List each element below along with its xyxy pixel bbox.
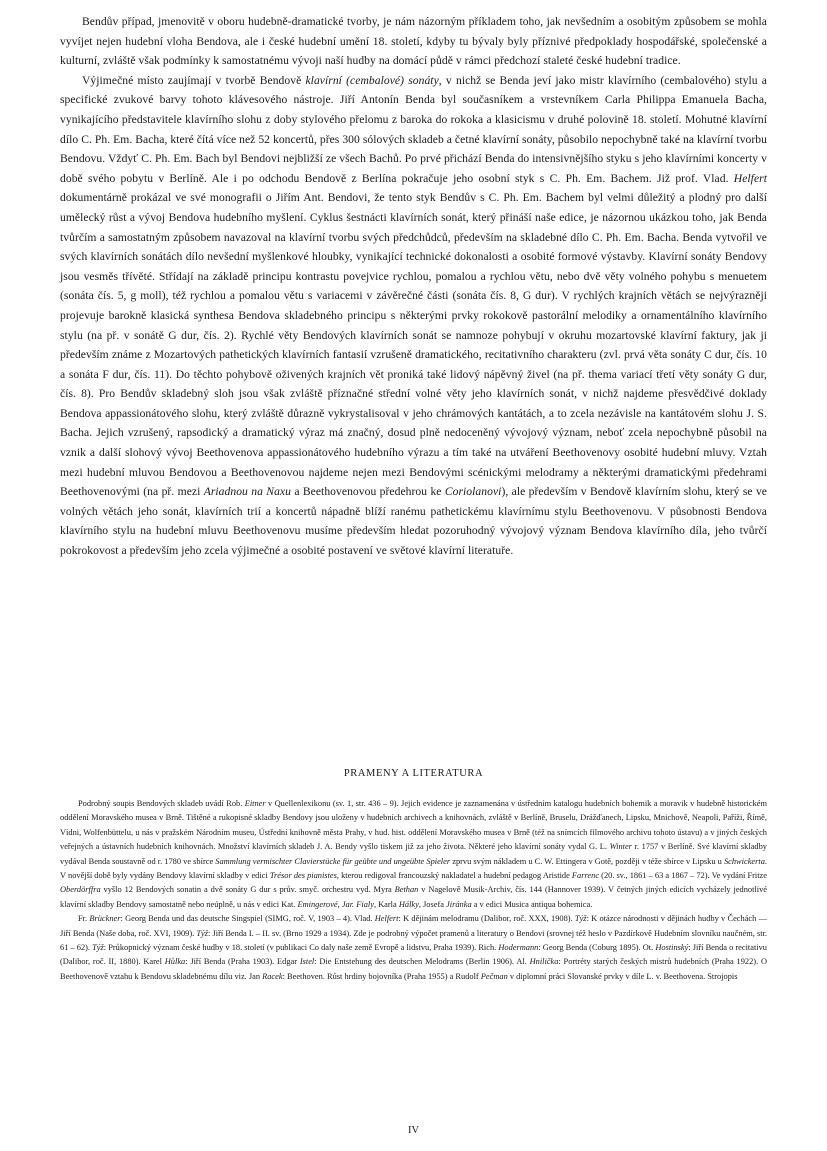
italic-run: Hálky (398, 899, 419, 909)
text-run: Podrobný soupis Bendových skladeb uvádí Rob. (78, 799, 245, 808)
text-run: : K otázce národnosti v dějinách hudby v Čechách — Jiří Benda (Naše doba, roč. XVI, 1909). (60, 914, 767, 938)
text-run: (20. sv., 1861 – 63 a 1867 – 72). Ve vydání Fritze (599, 871, 767, 881)
text-run: : Jiří Benda I. – II. sv. (Brno 1929 a 1934). Zde je podrobný výpočet pramenů a literatury o Bendovi (srovnej též heslo v Pazdírkově Hudebním slovníku naučném, str. 61 – 62). (60, 928, 767, 953)
text-run: v Quellenlexikonu (sv. 1, str. 436 – 9). Jejich evidence je zaznamenána v ústředním katalogu hudebních bohemik a moravik v hudebně historickém oddělení Moravského musea v Brně. Tištěné a rukopisné skladby Bendovy jsou uloženy v hudebních archivech a knihovnách, zvláště v Berlíně, Bruselu, Drážďanech, Lipsku, Mnichově, Neapoli, Paříži, Římě, Vídni, Wolfenbüttelu, u nás v pražském Národním museu, Ústřední knihovně města Prahy, v hud. hist. oddělení Moravského musea v Brně (též na snímcích filmového archivu tohoto ústavu) a v jiných českých veřejných a ústavních hudebních knihovnách. Množství klavírních skladeb J. A. Bendy vyšlo tiskem již za jeho života. Některé jeho klavírní sonáty vydal G. L. (60, 799, 768, 852)
text-run: : Portréty starých českých mistrů hudebních (Praha 1922). O Beethovenově vztahu k Bendovu skladebnému dílu viz. Jan (60, 957, 768, 981)
italic-run: Týž (92, 943, 104, 953)
italic-run: Racek (262, 971, 283, 981)
reference-paragraph-2 (60, 912, 767, 984)
italic-run: Týž (196, 928, 209, 938)
italic-run: Týž (574, 914, 587, 924)
italic-run: Jar. Fialy (341, 899, 374, 909)
text-run: : Die Entstehung des deutschen Melodrams (Berlin 1906). Al. (314, 957, 530, 967)
text-run: : Jiří Benda (Praha 1903). Edgar (185, 957, 300, 967)
italic-run: klavírní (cembalové) sonáty (305, 73, 439, 87)
text-run: . V novější době byly vydány Bendovy klavírní skladby v edici (60, 856, 767, 881)
text-run: : Beethoven. Růst hrdiny bojovníka (Praha 1955) a Rudolf (282, 971, 481, 981)
italic-run: Ariadnou na Naxu (203, 485, 291, 499)
text-run: , (337, 899, 342, 909)
italic-run: Coriolanovi (444, 485, 502, 499)
italic-run: Pečman (480, 971, 508, 981)
text-run: : Georg Benda (Coburg 1895). Ot. (538, 943, 656, 953)
paragraph-2 (60, 71, 767, 561)
paragraph-1: Bendův případ, jmenovitě v oboru hudebně-dramatické tvorby, je nám názorným příkladem toho, jak nevšedním a osobitým způsobem se mohla vyvíjet nejen hudební vloha Bendova, ale i české hudební umění 18. století, kdyby tu bývaly byly příznivé předpoklady hospodářské, společenské a kulturní, zvláště však podmínky k samostatnému vývoji naší hudby na domácí půdě v rámci předchozí staleté české hudební tradice. (60, 15, 767, 68)
section-title: PRAMENY A LITERATURA (343, 768, 484, 779)
references (60, 797, 767, 984)
italic-run: Sammlung vermischter Clavierstücke für geübte und ungeübte Spieler (215, 856, 451, 866)
italic-run: Farrenc (571, 871, 600, 881)
text-run: , Karla (373, 899, 399, 909)
text-run: : Georg Benda und das deutsche Singspiel (SIMG, roč. V, 1903 – 4). Vlad. (120, 914, 375, 924)
italic-run: Hůlka (164, 957, 186, 967)
text-run: dokumentárně prokázal ve své monografii o Jiřím Ant. Bendovi, že tento styk Bendův s C. Ph. Em. Bachem byl velmi důležitý a plodný pro další umělecký růst a vývoj Bendova hudebního myšlení. Cyklus šestnácti klavírních sonát, který přináší naše edice, je názornou ukázkou toho, jak Benda tvůrčím a samostatným způsobem navazoval na klavírní tvorbu svých předchůdců, především na skladebné dílo C. Ph. Em. Bacha. Benda vytvořil ve svých klavírních sonátách dílo nevšední myšlenkové hloubky, vynikající technické dokonalosti a osobité formové výstavby. Klavírní sonáty Bendovy jsou vesměs třívěté. Střídají na základě principu kontrastu povejvice rychlou, pomalou a rychlou větu, nebo dvě věty volného pohybu s menuetem (sonáta čís. 5, g moll), též rychlou a pomalou větu s variacemi v závěrečné části (sonáta čís. 8, G dur). V rychlých krajních větách se nejvýrazněji projevuje barokně klasická synthesa Bendova skladebného principu s některými prvky rokokově pastorální melodiky a ornamentálního klavírního stylu (na př. v sonátě G dur, čís. 2). Rychlé věty Bendových klavírních sonát se namnoze pohybují v okruhu mozartovské klavírní faktury, jak ji především známe z Mozartových pathetických klavírních fantasií vzrušeně dramatického, recitativního charakteru (zvl. prvá věta sonáty C dur, čís. 10 a sonáta F dur, čís. 11). Do těchto pohybově oživených krajních vět proniká také lidový nápěvný živel (na př. thema variací třetí věty sonáty G dur, čís. 8). Pro Bendův skladebný sloh jsou však zvláště příznačné střední volné věty jeho klavírních sonát, v nichž najdeme přesvědčivé doklady Bendova appassionátového slohu, který zvláště důrazně vykrystalisoval v jeho chrámových kantátách, a to zcela nezávisle na kantátovém slohu J. S. Bacha. Jejich vzrušený, rapsodický a dramatický výraz má značný, dosud plně nedoceněný vývojový význam, neboť zcela nepochybně působil na vznik a další slohový vývoj Beethovenova appassionátového hudebního výrazu a tím také na utváření Beethovenovy osobité hudební mluvy. Vztah mezi hudební mluvou Bendovou a Beethovenovou najdeme nejen mezi Bendovými scénickými melodramy a některými dramatickými předehrami Beethovenovými (na př. mezi (60, 191, 767, 499)
italic-run: Emingerové (297, 899, 338, 909)
text-run: : Jiří Benda o recitativu (Dalibor, roč. II, 1880). Karel (60, 943, 767, 967)
text-run: a v edici Musica antiqua bohemica. (471, 899, 593, 909)
text-run: , v nichž se Benda jeví jako mistr klavírního (cembalového) stylu a specifické zvukové barvy tohoto klávesového nástroje. Jiří Antonín Benda byl současníkem a vrstevníkem Carla Philippa Emanuela Bacha, vynikajícího představitele klavírního slohu z doby stylového přelomu z baroka do rokoka a klasicismu v druhé polovině 18. století. Mohutné klavírní dílo C. Ph. Em. Bacha, které čítá více než 52 koncertů, přes 300 sólových skladeb a četné klavírní sonáty, působilo nepochybně také na klavírní tvorbu Bendovu. Vždyť C. Ph. Em. Bach byl Bendovi nejbližší ze všech Bachů. Po prvé přichází Benda do intensivnějšího styku s jeho klavírními koncerty v době svého pobytu v Berlíně. Ale i po odchodu Bendově z Berlína pokračuje jeho osobní styk s C. Ph. Em. Bachem. Již prof. Vlad. (60, 73, 767, 185)
italic-run: Trésor des pianistes (269, 871, 337, 881)
italic-run: Helfert (374, 914, 399, 924)
text-run: , Josefa (418, 899, 447, 909)
italic-run: Helfert (733, 171, 767, 185)
text-run: v diplomní práci Slovanské prvky v díle L. v. Beethovena. Strojopis (507, 971, 738, 981)
text-run: a Beethovenovou předehrou ke (290, 485, 445, 499)
text-run: : Průkopnický význam české hudby v 18. století (v publikaci Co daly naše země Evropě a lidstvu, Praha 1939). Rich. (103, 943, 499, 953)
reference-paragraph-1 (60, 797, 767, 912)
text-run: ), ale především v Bendově klavírním slohu, který se ve volných větách jeho sonát, klavírních trií a koncertů nápadně blíží ranému pathetickému klavírnímu stylu Beethovenovu. V působnosti Bendova klavírního stylu na hudební mluvu Beethovenovu musíme především hledat pozoruhodný vývojový význam Bendova klavírního díla, jeho tvůrčí pokrokovost a především jeho zcela výjimečné a osobité postavení ve světové klavírní literatuře. (60, 485, 767, 558)
italic-run: Oberdörffra (60, 885, 101, 895)
italic-run: Bethan (394, 885, 419, 895)
italic-run: Istel (299, 957, 315, 967)
italic-run: Jiránka (446, 899, 472, 909)
text-run: v Nagelově Musik-Archiv, čís. 144 (Hannover 1939). V četných jiných edicích vycházely jednotlivé klavírní skladby Bendovy samostatně nebo neúplně, u nás v edici Kat. (60, 885, 767, 909)
italic-run: Schwickerta (723, 856, 765, 866)
italic-run: Winter (609, 842, 632, 852)
italic-run: Hnilička (529, 957, 559, 967)
text-run: Fr. (78, 914, 90, 924)
main-text (60, 12, 767, 561)
text-run: Výjimečné místo zaujímají v tvorbě Bendově (82, 73, 306, 87)
italic-run: Brückner (89, 914, 121, 924)
italic-run: Eitner (244, 799, 266, 808)
text-run: , kterou redigoval francouzský nakladatel a hudební pedagog Aristide (336, 871, 572, 881)
italic-run: Hodermann (498, 943, 539, 953)
text-run: zprvu svým nákladem u C. W. Ettingera v Gotě, později v téže sbírce v Lipsku u (450, 856, 724, 866)
text-run: r. 1757 v Berlíně. Své klavírní skladby vydával Benda soustavně od r. 1780 ve sbírce (60, 842, 767, 866)
italic-run: Hostinský (655, 943, 689, 953)
page-number: IV (407, 1125, 420, 1136)
text-run: vyšlo 12 Bendových sonatin a dvě sonáty G dur s prův. smyč. orchestru vyd. Myra (100, 885, 395, 895)
text-run: : K dějinám melodramu (Dalibor, roč. XXX, 1908). (398, 914, 575, 924)
